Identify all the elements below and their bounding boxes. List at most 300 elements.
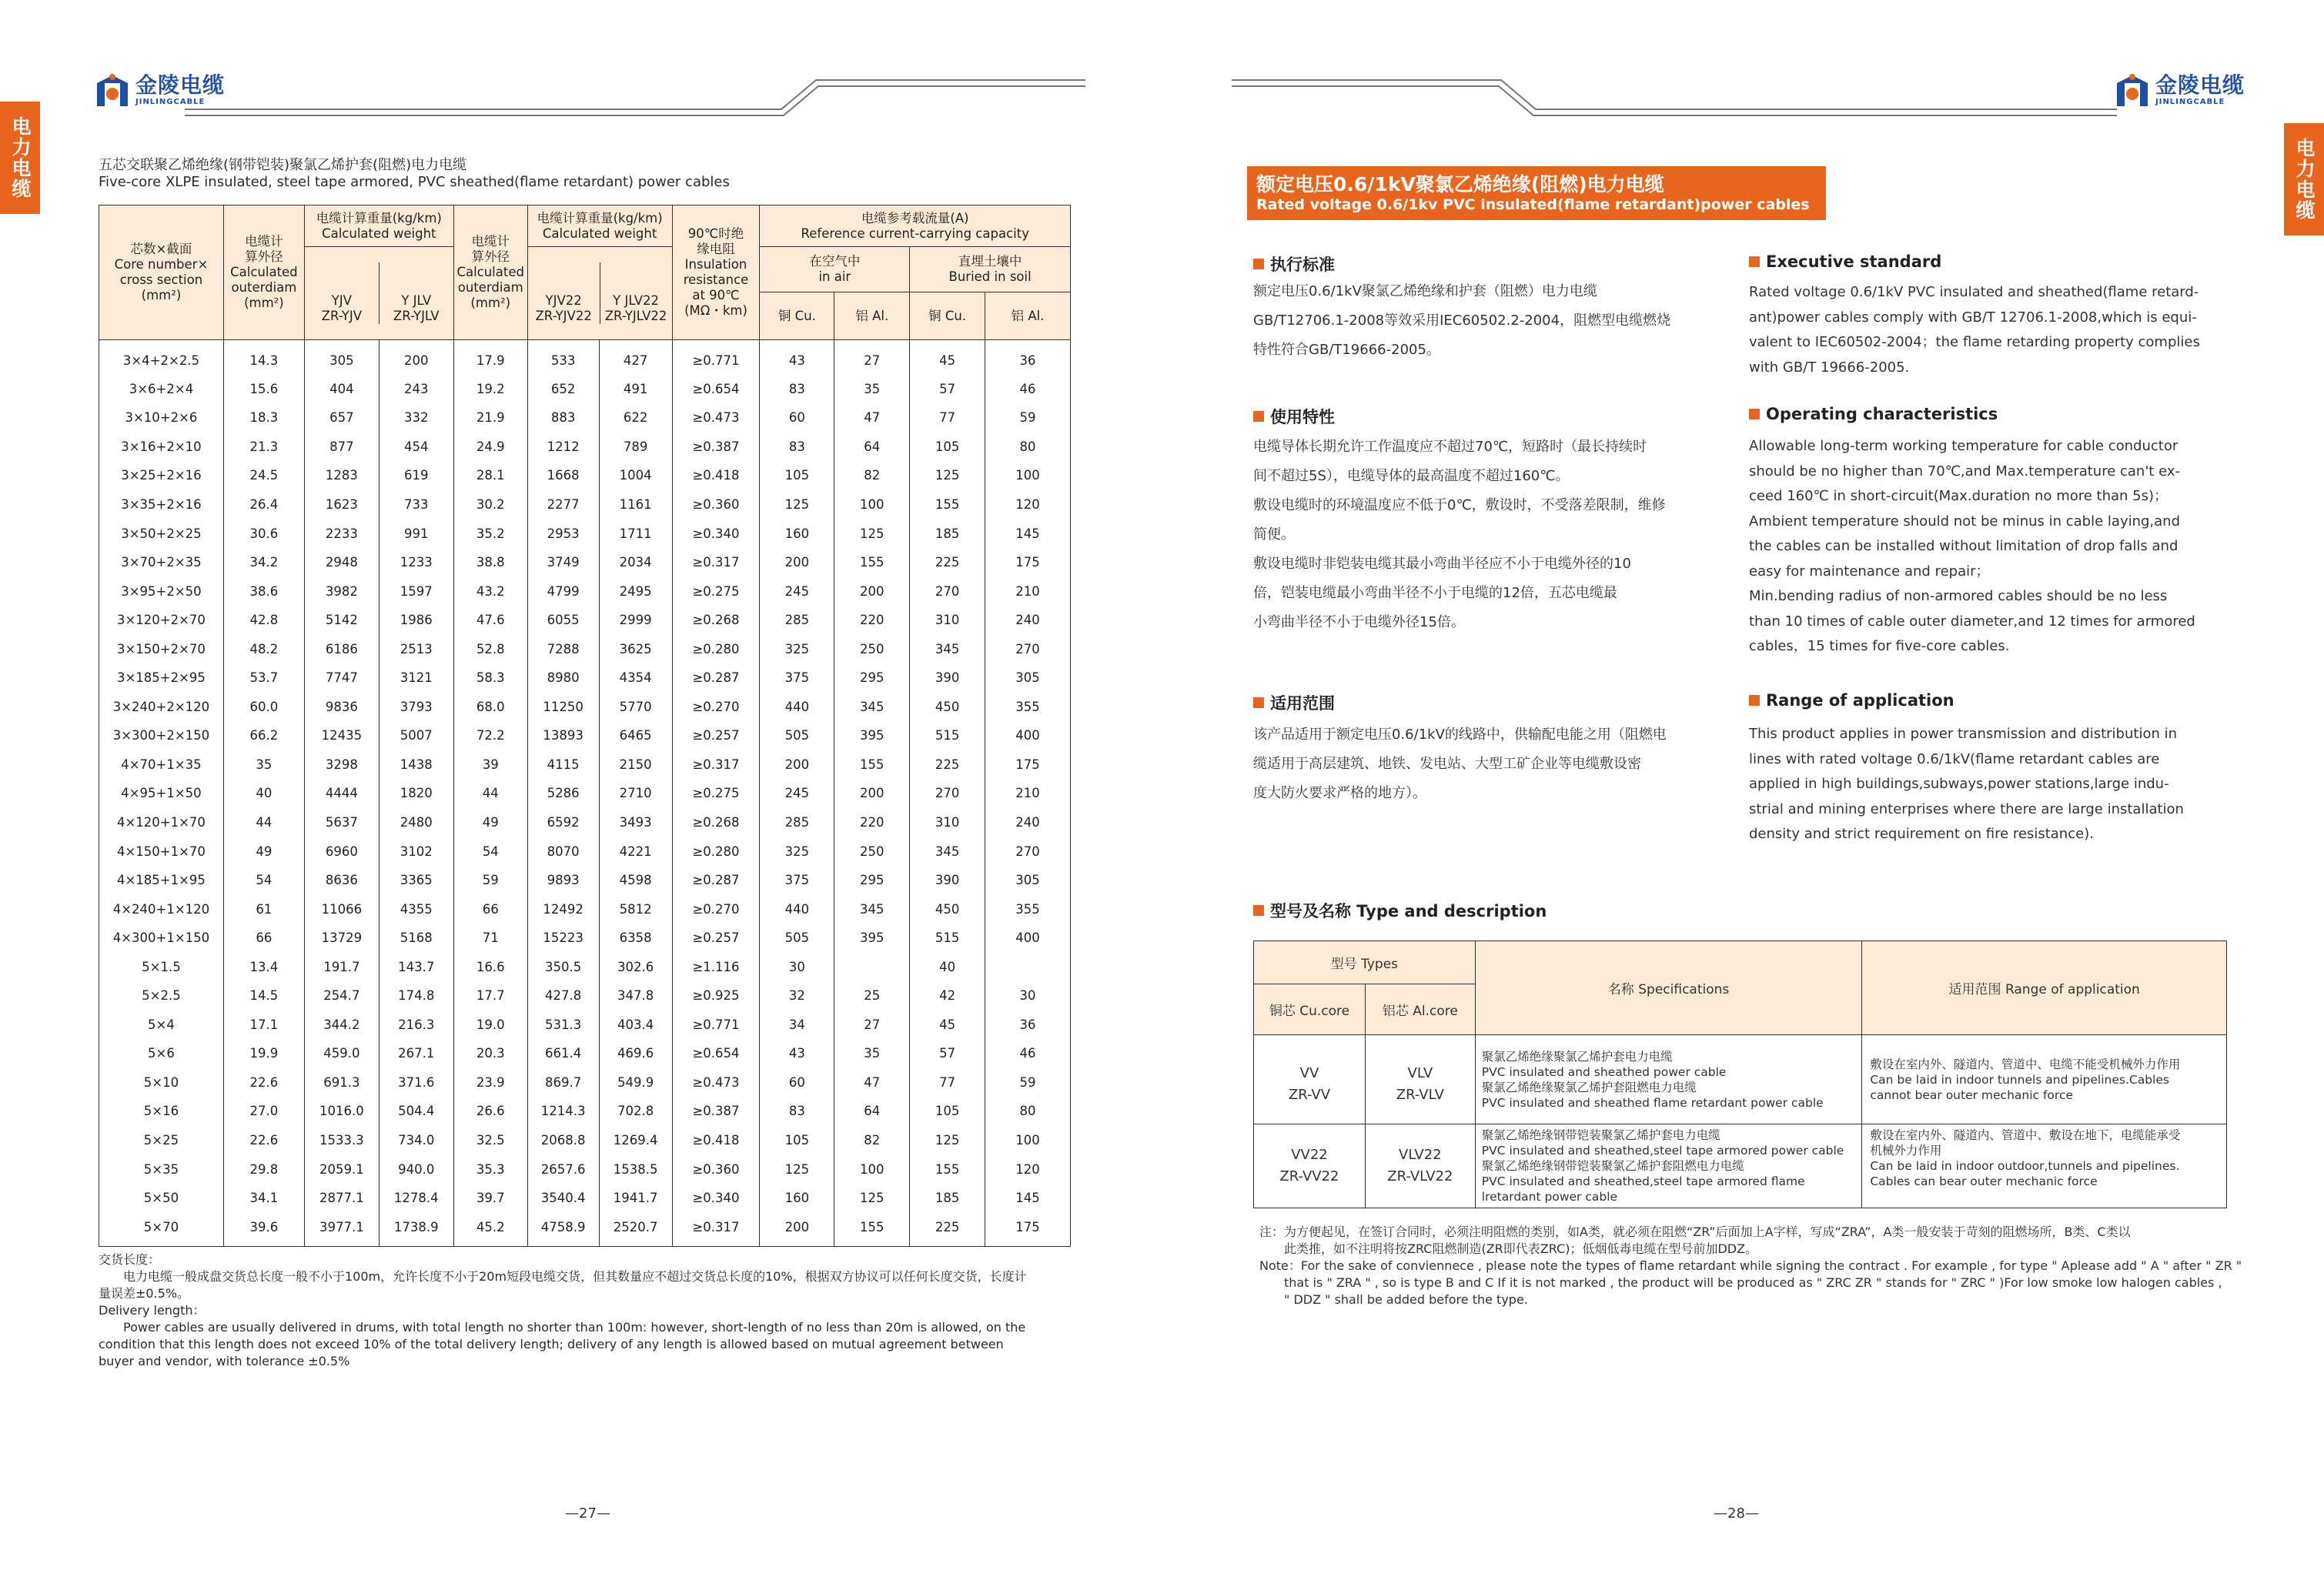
table-cell: 5637: [304, 808, 379, 837]
table-cell: 3298: [304, 750, 379, 780]
table-cell: 2513: [379, 634, 453, 663]
table-cell: 6186: [304, 634, 379, 663]
table-cell: 5770: [599, 693, 672, 722]
table-cell: 216.3: [379, 1011, 453, 1040]
table-cell: 43: [760, 1039, 834, 1068]
table-cell: 267.1: [379, 1039, 453, 1068]
table-cell: 4×120+1×70: [99, 808, 224, 837]
table-cell: 345: [910, 634, 985, 663]
table-cell: 210: [985, 576, 1071, 606]
table-cell: 45: [910, 1011, 985, 1040]
table-cell: 4×240+1×120: [99, 894, 224, 924]
bullet-square-icon: [1253, 905, 1264, 916]
table-cell: 19.9: [223, 1039, 304, 1068]
col-yjlv22-label: Y JLV22 ZR-YJLV22: [600, 262, 672, 324]
table-cell: ≥0.280: [672, 634, 760, 663]
table-cell: 403.4: [599, 1011, 672, 1040]
table-cell: 355: [985, 693, 1071, 722]
table-cell: 66: [453, 894, 527, 924]
table-cell: ≥0.387: [672, 1097, 760, 1126]
table-cell: ≥0.280: [672, 837, 760, 866]
type-row: [1254, 1035, 2227, 1124]
table-cell: 54: [223, 866, 304, 895]
table-cell: 48.2: [223, 634, 304, 663]
table-cell: 17.7: [453, 981, 527, 1011]
col-yjv-header: [304, 247, 453, 340]
table-cell: 105: [760, 461, 834, 490]
table-cell: 404: [304, 375, 379, 404]
table-cell: 44: [223, 808, 304, 837]
table-cell: 5168: [379, 924, 453, 953]
table-cell: 5007: [379, 721, 453, 750]
brand-en: JINLINGCABLE: [135, 97, 206, 106]
table-cell: 27: [834, 340, 910, 375]
product-header: [1247, 166, 1826, 220]
table-cell: 19.0: [453, 1011, 527, 1040]
table-cell: 191.7: [304, 952, 379, 981]
table-cell: 12492: [527, 894, 599, 924]
table-cell: 295: [834, 663, 910, 693]
table-cell: 71: [453, 924, 527, 953]
table-cell: 325: [760, 837, 834, 866]
table-row: [99, 1068, 1071, 1098]
table-cell: 220: [834, 606, 910, 635]
type-al: VLV22 ZR-VLV22: [1365, 1124, 1475, 1208]
table-cell: 36: [985, 340, 1071, 375]
table-cell: 35: [223, 750, 304, 780]
col-soil-header: 直埋土壤中 Buried in soil: [910, 247, 1071, 292]
table-cell: 185: [910, 519, 985, 548]
table-cell: 619: [379, 461, 453, 490]
table-cell: 3365: [379, 866, 453, 895]
table-cell: ≥0.360: [672, 1154, 760, 1184]
table-cell: 58.3: [453, 663, 527, 693]
table-cell: 155: [910, 1154, 985, 1184]
table-cell: 2520.7: [599, 1212, 672, 1246]
table-cell: 5×25: [99, 1126, 224, 1155]
table-cell: 2034: [599, 548, 672, 577]
table-row: [99, 576, 1071, 606]
table-cell: 8980: [527, 663, 599, 693]
table-cell: 657: [304, 403, 379, 433]
table-cell: ≥0.287: [672, 866, 760, 895]
table-cell: ≥0.317: [672, 750, 760, 780]
section-standard-cn-title: 执行标准: [1253, 252, 1335, 276]
table-cell: 1212: [527, 433, 599, 462]
table-cell: 3×70+2×35: [99, 548, 224, 577]
table-cell: 1623: [304, 490, 379, 520]
table-cell: 1533.3: [304, 1126, 379, 1155]
table-cell: 3493: [599, 808, 672, 837]
table-cell: 350.5: [527, 952, 599, 981]
table-cell: 5×6: [99, 1039, 224, 1068]
table-cell: 12435: [304, 721, 379, 750]
table-cell: 347.8: [599, 981, 672, 1011]
table-cell: ≥0.270: [672, 894, 760, 924]
table-cell: 225: [910, 750, 985, 780]
table-cell: 24.5: [223, 461, 304, 490]
table-cell: 57: [910, 375, 985, 404]
col-od2-header: 电缆计 算外径 Calculated outerdiam (mm²): [453, 205, 527, 340]
table-cell: 869.7: [527, 1068, 599, 1098]
table-cell: 390: [910, 663, 985, 693]
table-cell: 533: [527, 340, 599, 375]
table-cell: ≥0.340: [672, 519, 760, 548]
table-cell: ≥0.270: [672, 693, 760, 722]
table-cell: 125: [834, 1184, 910, 1213]
table-cell: 3625: [599, 634, 672, 663]
table-cell: 2233: [304, 519, 379, 548]
table-cell: 72.2: [453, 721, 527, 750]
table-cell: 6465: [599, 721, 672, 750]
col-yjv22-label: YJV22 ZR-YJV22: [535, 293, 592, 323]
table-cell: ≥0.771: [672, 340, 760, 375]
table-cell: 6592: [527, 808, 599, 837]
table-cell: 82: [834, 1126, 910, 1155]
table-cell: ≥0.387: [672, 433, 760, 462]
delivery-title-cn: 交货长度：: [99, 1252, 161, 1267]
table-cell: 145: [985, 519, 1071, 548]
table-cell: 83: [760, 1097, 834, 1126]
table-cell: 1161: [599, 490, 672, 520]
table-cell: 200: [379, 340, 453, 375]
table-cell: 5142: [304, 606, 379, 635]
table-cell: 305: [304, 340, 379, 375]
type-description-table: [1253, 941, 2227, 1208]
table-cell: 15223: [527, 924, 599, 953]
table-cell: 5×4: [99, 1011, 224, 1040]
table-row: [99, 779, 1071, 808]
table-cell: 15.6: [223, 375, 304, 404]
table-cell: 125: [910, 1126, 985, 1155]
table-cell: 40: [223, 779, 304, 808]
table-cell: 45: [910, 340, 985, 375]
col-insulation-header: 90℃时绝 缘电阻 Insulation resistance at 90℃ (MΩ・km): [672, 205, 760, 340]
table-cell: 83: [760, 433, 834, 462]
table-row: [99, 693, 1071, 722]
table-cell: 1016.0: [304, 1097, 379, 1126]
table-cell: 3×185+2×95: [99, 663, 224, 693]
table-cell: 4598: [599, 866, 672, 895]
col-core-header: 芯数×截面 Core number× cross section (mm²): [99, 205, 224, 340]
table-cell: 1538.5: [599, 1154, 672, 1184]
table-cell: 3749: [527, 548, 599, 577]
table-cell: 8070: [527, 837, 599, 866]
table-cell: 243: [379, 375, 453, 404]
table-cell: 105: [760, 1126, 834, 1155]
table-cell: 1283: [304, 461, 379, 490]
table-cell: 454: [379, 433, 453, 462]
table-cell: 285: [760, 808, 834, 837]
header-lines-right: [1232, 74, 2117, 120]
table-row: [99, 1184, 1071, 1213]
section-range-cn-title: 适用范围: [1253, 691, 1335, 714]
table-row: [99, 750, 1071, 780]
table-cell: 270: [985, 837, 1071, 866]
table-cell: 877: [304, 433, 379, 462]
table-cell: 345: [834, 894, 910, 924]
bullet-square-icon: [1253, 697, 1264, 708]
bullet-square-icon: [1253, 411, 1264, 422]
table-cell: ≥0.654: [672, 1039, 760, 1068]
table-cell: 60: [760, 403, 834, 433]
table-cell: ≥0.275: [672, 576, 760, 606]
table-cell: 34: [760, 1011, 834, 1040]
table-cell: 2710: [599, 779, 672, 808]
table-cell: 375: [760, 663, 834, 693]
table-cell: 7747: [304, 663, 379, 693]
table-cell: 4444: [304, 779, 379, 808]
table-cell: 440: [760, 693, 834, 722]
side-tab-right: 电力电缆: [2284, 123, 2324, 236]
table-cell: 661.4: [527, 1039, 599, 1068]
table-cell: ≥0.473: [672, 1068, 760, 1098]
table-cell: 245: [760, 779, 834, 808]
table-cell: 35.2: [453, 519, 527, 548]
table-cell: 240: [985, 606, 1071, 635]
table-cell: 64: [834, 1097, 910, 1126]
table-cell: 30: [760, 952, 834, 981]
table-cell: 39.7: [453, 1184, 527, 1213]
section-operating-en-text: Allowable long-term working temperature for cable conductor should be no higher than 70℃,and Max.temperature can't ex- ceed 160℃ in short-circuit(Max.duration no more than 5s)； Ambient temperature should not be minus in cable laying,and the cables can be installed without limitation of drop falls and easy for maintenance and repair； Min.bending radius of non-armored cables should be no less than 10 times of cable outer diameter,and 12 times for armored cables，15 times for five-core cables.: [1749, 438, 2195, 654]
table-cell: 40: [910, 952, 985, 981]
table-cell: 100: [985, 1126, 1071, 1155]
table-cell: 38.8: [453, 548, 527, 577]
table-cell: 105: [910, 433, 985, 462]
table-cell: 450: [910, 693, 985, 722]
table-cell: 66: [223, 924, 304, 953]
table-cell: 46: [985, 375, 1071, 404]
table-cell: 14.5: [223, 981, 304, 1011]
table-cell: 24.9: [453, 433, 527, 462]
table-cell: 11250: [527, 693, 599, 722]
table-cell: 940.0: [379, 1154, 453, 1184]
type-app: 敷设在室内外、隧道内、管道中、敷设在地下，电缆能承受 机械外力作用 Can be laid in indoor outdoor,tunnels and pipelines. Cables can bear outer mechanic force: [1862, 1124, 2227, 1208]
type-cu: VV ZR-VV: [1254, 1035, 1366, 1124]
table-cell: 4355: [379, 894, 453, 924]
table-cell: 59: [985, 403, 1071, 433]
table-cell: 19.2: [453, 375, 527, 404]
table-cell: 4×150+1×70: [99, 837, 224, 866]
col-yjv22-header: [527, 247, 672, 340]
table-cell: 3×35+2×16: [99, 490, 224, 520]
table-cell: 47: [834, 403, 910, 433]
table-cell: 2150: [599, 750, 672, 780]
table-cell: 61: [223, 894, 304, 924]
table-cell: 143.7: [379, 952, 453, 981]
table-row: [99, 981, 1071, 1011]
table-cell: 302.6: [599, 952, 672, 981]
table-cell: 4799: [527, 576, 599, 606]
table-cell: 3977.1: [304, 1212, 379, 1246]
table-cell: 155: [834, 548, 910, 577]
table-cell: 34.2: [223, 548, 304, 577]
table-cell: 3×10+2×6: [99, 403, 224, 433]
table-cell: 145: [985, 1184, 1071, 1213]
col-air-cu: 铜 Cu.: [760, 292, 834, 340]
table-cell: 6960: [304, 837, 379, 866]
table-row: [99, 721, 1071, 750]
table-cell: 310: [910, 606, 985, 635]
delivery-text-cn: 电力电缆一般成盘交货总长度一般不小于100m，允许长度不小于20m短段电缆交货，但其数量应不超过交货总长度的10%，根据双方协议可以任何长度交货，长度计量误差±0.5%。: [99, 1269, 1027, 1301]
table-cell: 175: [985, 750, 1071, 780]
table-cell: 16.6: [453, 952, 527, 981]
table-cell: 6055: [527, 606, 599, 635]
table-cell: 22.6: [223, 1068, 304, 1098]
table-cell: 390: [910, 866, 985, 895]
table-row: [99, 433, 1071, 462]
table-cell: ≥0.418: [672, 461, 760, 490]
table-cell: 23.9: [453, 1068, 527, 1098]
table-cell: 13729: [304, 924, 379, 953]
table-cell: 68.0: [453, 693, 527, 722]
table-cell: 220: [834, 808, 910, 837]
table-cell: 47.6: [453, 606, 527, 635]
table-cell: 35.3: [453, 1154, 527, 1184]
table-cell: 2068.8: [527, 1126, 599, 1155]
section-standard-en-text: Rated voltage 0.6/1kV PVC insulated and sheathed(flame retard- ant)power cables comply with GB/T 12706.1-2008,which is equi- valent to IEC60502-2004；the flame retarding property complies with GB/T 19666-2005.: [1749, 284, 2200, 376]
types-header: 型号 Types: [1254, 941, 1476, 984]
table-cell: 375: [760, 866, 834, 895]
table-cell: 395: [834, 721, 910, 750]
table-row: [99, 634, 1071, 663]
table-cell: 49: [453, 808, 527, 837]
table-cell: ≥0.473: [672, 403, 760, 433]
table-cell: 105: [910, 1097, 985, 1126]
bullet-square-icon: [1749, 256, 1760, 267]
table-cell: 6358: [599, 924, 672, 953]
table-cell: 28.1: [453, 461, 527, 490]
table-cell: 2948: [304, 548, 379, 577]
table-cell: 652: [527, 375, 599, 404]
table-cell: 80: [985, 433, 1071, 462]
table-cell: 26.4: [223, 490, 304, 520]
brand-cn: 金陵电缆: [2155, 72, 2245, 98]
section-operating-cn-text: 电缆导体长期允许工作温度应不超过70℃，短路时（最长持续时 间不超过5S），电缆导体的最高温度不超过160℃。 敷设电缆时的环境温度应不低于0℃，敷设时，不受落差限制，维修 简便。 敷设电缆时非铠装电缆其最小弯曲半径应不小于电缆外径的10 倍，铠装电缆最小弯曲半径不小于电缆的12倍，五芯电缆最 小弯曲半径不小于电缆外径15倍。: [1253, 439, 1666, 630]
table-cell: 2480: [379, 808, 453, 837]
delivery-text-en: Power cables are usually delivered in drums, with total length no shorter than 100m: however, short-length of no less than 20m is allowed, on the condition that this length does not exceed 10% of the total delivery length; delivery of any length is allowed based on mutual agreement between buyer and vendor, with tolerance ±0.5%: [99, 1320, 1026, 1368]
table-cell: 54: [453, 837, 527, 866]
al-core-header: 铝芯 Al.core: [1365, 984, 1475, 1035]
table-cell: 344.2: [304, 1011, 379, 1040]
table-cell: 155: [834, 1212, 910, 1246]
table-cell: 2999: [599, 606, 672, 635]
table-cell: 18.3: [223, 403, 304, 433]
table-cell: 3982: [304, 576, 379, 606]
table-cell: 691.3: [304, 1068, 379, 1098]
table-cell: 395: [834, 924, 910, 953]
table-cell: 125: [760, 490, 834, 520]
table-row: [99, 403, 1071, 433]
table-cell: 210: [985, 779, 1071, 808]
table-cell: 1597: [379, 576, 453, 606]
table-cell: 9836: [304, 693, 379, 722]
table-cell: 77: [910, 403, 985, 433]
table-cell: 5×70: [99, 1212, 224, 1246]
table-cell: 1233: [379, 548, 453, 577]
table-row: [99, 606, 1071, 635]
table-cell: 225: [910, 1212, 985, 1246]
table-cell: 270: [985, 634, 1071, 663]
table-cell: 734.0: [379, 1126, 453, 1155]
table-cell: 29.8: [223, 1154, 304, 1184]
table-cell: 4115: [527, 750, 599, 780]
table-cell: 13.4: [223, 952, 304, 981]
brand-en: JINLINGCABLE: [2155, 97, 2225, 106]
table-cell: 1269.4: [599, 1126, 672, 1155]
col-current-header: 电缆参考载流量(A) Reference current-carrying capacity: [760, 205, 1071, 247]
table-cell: 5×2.5: [99, 981, 224, 1011]
table-cell: 155: [834, 750, 910, 780]
table-cell: 1738.9: [379, 1212, 453, 1246]
col-weight1-header: 电缆计算重量(kg/km) Calculated weight: [304, 205, 453, 247]
table-cell: 332: [379, 403, 453, 433]
col-air-header: 在空气中 in air: [760, 247, 910, 292]
table-cell: 36: [985, 1011, 1071, 1040]
table-row: [99, 837, 1071, 866]
table-cell: 702.8: [599, 1097, 672, 1126]
table-row: [99, 952, 1071, 981]
table-row: [99, 894, 1071, 924]
table-cell: 2953: [527, 519, 599, 548]
table-cell: ≥0.268: [672, 606, 760, 635]
table-cell: 17.1: [223, 1011, 304, 1040]
col-air-al: 铝 Al.: [834, 292, 910, 340]
table-caption: [99, 157, 730, 191]
table-cell: 44: [453, 779, 527, 808]
side-tab-left: 电力电缆: [0, 102, 40, 214]
table-cell: 2059.1: [304, 1154, 379, 1184]
table-cell: 13893: [527, 721, 599, 750]
table-cell: 4×70+1×35: [99, 750, 224, 780]
table-row: [99, 1212, 1071, 1246]
table-cell: 305: [985, 663, 1071, 693]
table-cell: 34.1: [223, 1184, 304, 1213]
page-number-left: —27—: [565, 1505, 610, 1522]
table-cell: 77: [910, 1068, 985, 1098]
table-cell: 310: [910, 808, 985, 837]
table-cell: 469.6: [599, 1039, 672, 1068]
table-cell: 35: [834, 1039, 910, 1068]
table-cell: 270: [910, 779, 985, 808]
table-cell: 8636: [304, 866, 379, 895]
table-cell: ≥1.116: [672, 952, 760, 981]
table-cell: 4×300+1×150: [99, 924, 224, 953]
table-cell: 20.3: [453, 1039, 527, 1068]
table-cell: 240: [985, 808, 1071, 837]
cable-spec-table: [99, 205, 1071, 1247]
table-row: [99, 375, 1071, 404]
table-row: [99, 1039, 1071, 1068]
table-cell: 38.6: [223, 576, 304, 606]
table-row: [99, 924, 1071, 953]
table-cell: 83: [760, 375, 834, 404]
table-cell: 505: [760, 924, 834, 953]
table-row: [99, 340, 1071, 375]
table-cell: 4354: [599, 663, 672, 693]
note-cn: 注：为方便起见，在签订合同时，必须注明阻燃的类别，如A类，就必须在阻燃“ZR”后面加上A字样，写成“ZRA”，A类一般安装于苛刻的阻燃场所，B类、C类以 此类推，如不注明将按ZRC阻燃制造(ZR即代表ZRC)；低烟低毒电缆在型号前加DDZ。: [1259, 1224, 2131, 1256]
table-cell: 3×6+2×4: [99, 375, 224, 404]
table-cell: 160: [760, 519, 834, 548]
table-cell: 175: [985, 1212, 1071, 1246]
table-cell: 200: [760, 1212, 834, 1246]
table-cell: 60.0: [223, 693, 304, 722]
table-cell: 1941.7: [599, 1184, 672, 1213]
table-cell: 26.6: [453, 1097, 527, 1126]
table-cell: 30.2: [453, 490, 527, 520]
delivery-section: [99, 1251, 1038, 1370]
table-cell: 622: [599, 403, 672, 433]
